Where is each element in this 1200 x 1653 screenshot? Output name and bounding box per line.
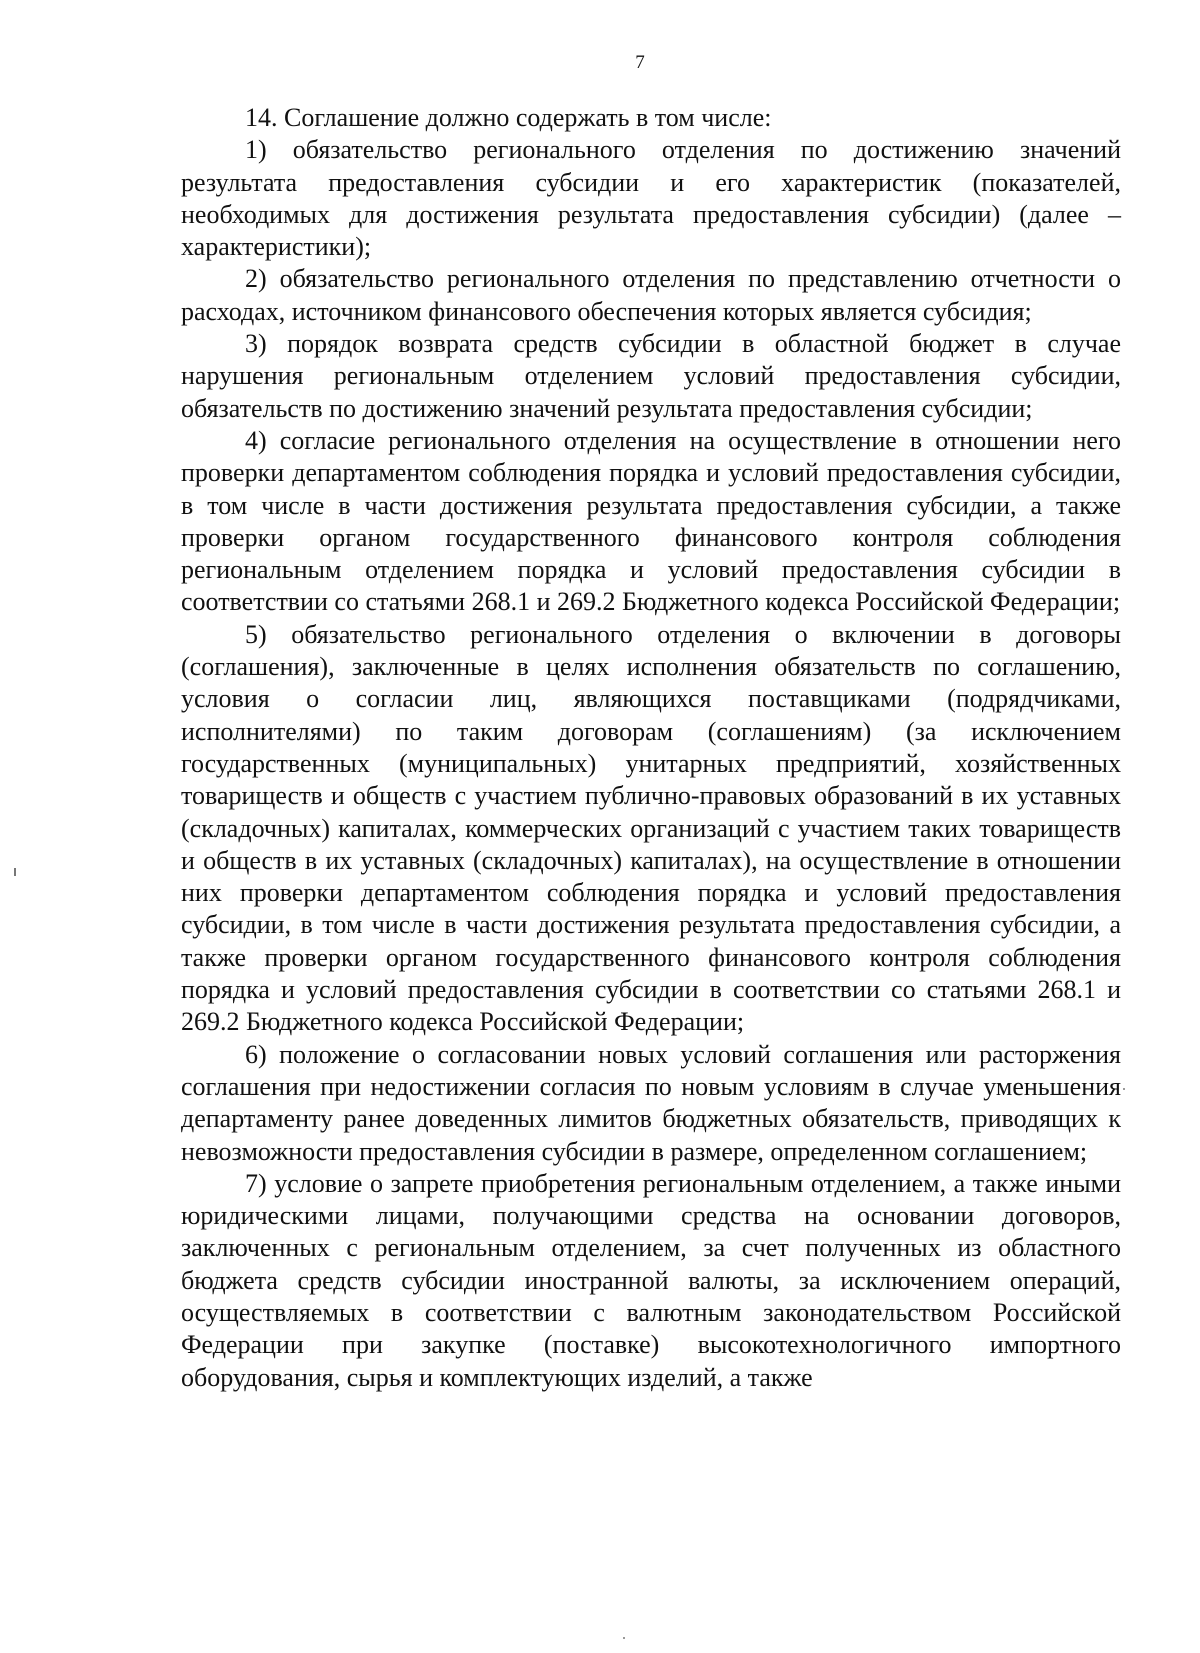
scan-speck [623, 1637, 625, 1639]
document-body [181, 102, 1121, 1394]
scan-speck [1123, 1088, 1125, 1090]
scan-margin-mark [14, 868, 16, 876]
clause-item-2: 2) обязательство регионального отделения по представлению отчетности о расходах, источником финансового обеспечения которых является субсидия; [181, 264, 1121, 326]
clause-item-4: 4) согласие регионального отделения на осуществление в отношении него проверки департаментом соблюдения порядка и условий предоставления субсидии, в том числе в части достижения результата предоставления субсидии, а также проверки органом государственного финансового контроля соблюдения региональным отделением порядка и условий предоставления субсидии в соответствии со статьями 268.1 и 269.2 Бюджетного кодекса Российской Федерации; [181, 425, 1121, 617]
clause-item-7: 7) условие о запрете приобретения региональным отделением, а также иными юридическими лицами, получающими средства на основании договоров, заключенных с региональным отделением, за счет полученных из областного бюджета средств субсидии иностранной валюты, за исключением операций, осуществляемых в соответствии с валютным законодательством Российской Федерации при закупке (поставке) высокотехнологичного импортного оборудования, сырья и комплектующих изделий, а также [181, 1168, 1121, 1392]
clause-item-6: 6) положение о согласовании новых условий соглашения или расторжения соглашения при недостижении согласия по новым условиям в случае уменьшения департаменту ранее доведенных лимитов бюджетных обязательств, приводящих к невозможности предоставления субсидии в размере, определенном соглашением; [181, 1039, 1121, 1166]
clause-14-heading: 14. Соглашение должно содержать в том числе: [245, 103, 772, 132]
clause-item-5: 5) обязательство регионального отделения о включении в договоры (соглашения), заключенные в целях исполнения обязательств по соглашению, условия о согласии лиц, являющихся поставщиками (подрядчиками, исполнителями) по таким договорам (соглашениям) (за исключением государственных (муниципальных) унитарных предприятий, хозяйственных товариществ и обществ с участием публично-правовых образований в их уставных (складочных) капиталах, коммерческих организаций с участием таких товариществ и обществ в их уставных (складочных) капиталах), на осуществление в отношении них проверки департаментом соблюдения порядка и условий предоставления субсидии, в том числе в части достижения результата предоставления субсидии, а также проверки органом государственного финансового контроля соблюдения порядка и условий предоставления субсидии в соответствии со статьями 268.1 и 269.2 Бюджетного кодекса Российской Федерации; [181, 619, 1121, 1037]
clause-item-1: 1) обязательство регионального отделения по достижению значений результата предоставления субсидии и его характеристик (показателей, необходимых для достижения результата предоставления субсидии) (далее – характеристики); [181, 135, 1121, 262]
clause-item-3: 3) порядок возврата средств субсидии в областной бюджет в случае нарушения региональным отделением условий предоставления субсидии, обязательств по достижению значений результата предоставления субсидии; [181, 329, 1121, 423]
page-number: 7 [635, 52, 645, 73]
